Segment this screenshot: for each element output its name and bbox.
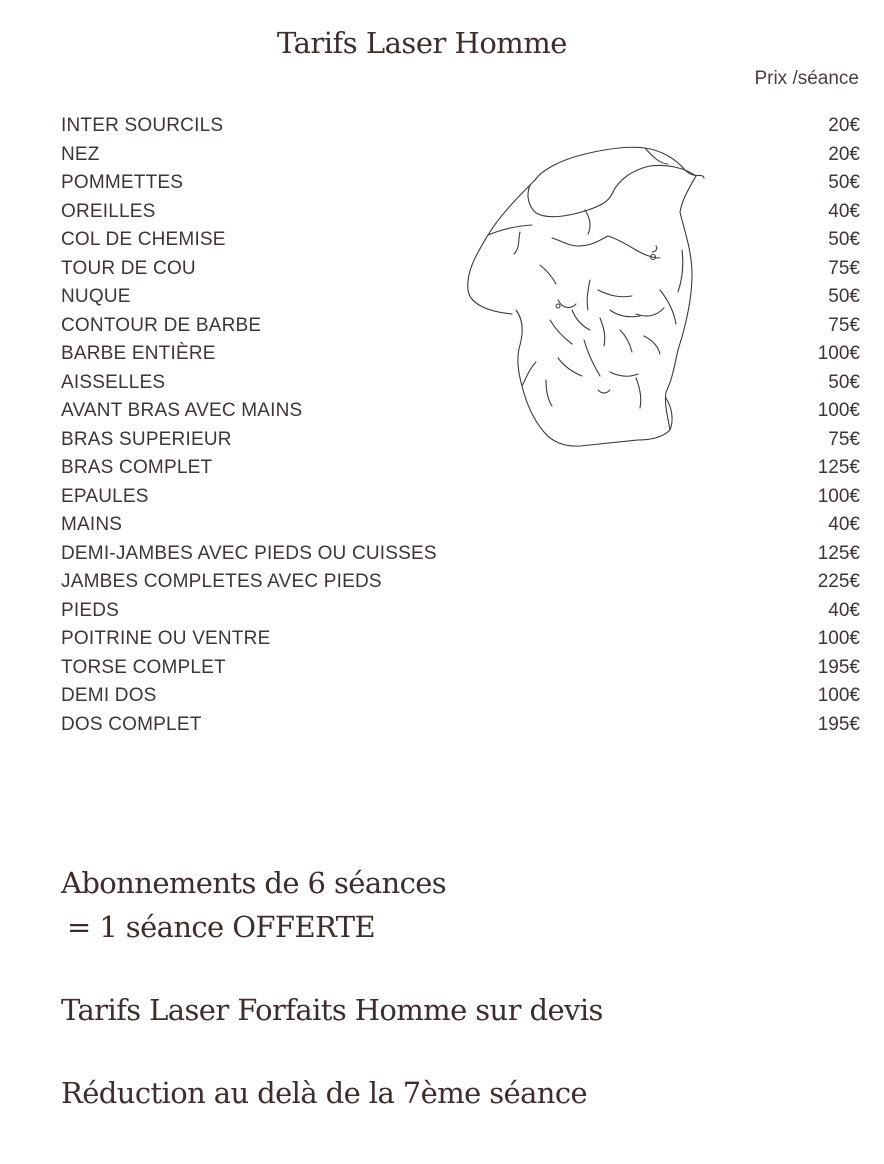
price-row-label: EPAULES: [61, 485, 149, 507]
price-row-label: TORSE COMPLET: [61, 656, 226, 678]
price-row: [61, 654, 860, 683]
price-row: [61, 682, 860, 711]
price-row-label: CONTOUR DE BARBE: [61, 314, 262, 336]
price-row-value: 125€: [817, 542, 860, 564]
price-row-value: 100€: [817, 343, 860, 365]
price-row: [61, 112, 860, 141]
price-row-label: AISSELLES: [61, 371, 166, 393]
price-row-label: NEZ: [61, 143, 100, 165]
price-row-value: 100€: [817, 685, 860, 707]
price-row: [61, 625, 860, 654]
price-row-label: JAMBES COMPLETES AVEC PIEDS: [61, 571, 382, 593]
price-row-label: OREILLES: [61, 200, 156, 222]
price-row-value: 40€: [828, 200, 860, 222]
price-row-label: COL DE CHEMISE: [61, 229, 226, 251]
price-row-label: BRAS SUPERIEUR: [61, 428, 232, 450]
subscription-title: Abonnements de 6 séances: [61, 866, 447, 900]
price-row-value: 20€: [828, 143, 860, 165]
price-row: [61, 483, 860, 512]
price-row-value: 100€: [817, 628, 860, 650]
price-row-value: 75€: [828, 314, 860, 336]
price-row-value: 20€: [828, 115, 860, 137]
price-row-value: 75€: [828, 428, 860, 450]
price-row-label: MAINS: [61, 514, 123, 536]
price-row-value: 75€: [828, 257, 860, 279]
price-row-value: 195€: [817, 656, 860, 678]
price-column-header: Prix /séance: [754, 68, 859, 89]
male-torso-icon: [460, 140, 710, 455]
subscription-offer: = 1 séance OFFERTE: [67, 910, 376, 944]
price-row-value: 100€: [817, 400, 860, 422]
price-row-value: 50€: [828, 172, 860, 194]
price-row-value: 40€: [828, 514, 860, 536]
price-row-value: 100€: [817, 485, 860, 507]
reduction-text: Réduction au delà de la 7ème séance: [61, 1076, 588, 1110]
price-row-label: INTER SOURCILS: [61, 115, 224, 137]
price-row-value: 225€: [817, 571, 860, 593]
forfaits-text: Tarifs Laser Forfaits Homme sur devis: [61, 993, 603, 1027]
price-row-label: TOUR DE COU: [61, 257, 196, 279]
price-row: [61, 511, 860, 540]
price-row-value: 50€: [828, 229, 860, 251]
price-row-value: 50€: [828, 286, 860, 308]
price-row-label: AVANT BRAS AVEC MAINS: [61, 400, 303, 422]
price-row-label: NUQUE: [61, 286, 131, 308]
price-row: [61, 454, 860, 483]
price-row-label: PIEDS: [61, 599, 120, 621]
page-title: Tarifs Laser Homme: [277, 26, 567, 60]
price-row: [61, 540, 860, 569]
price-row-label: POITRINE OU VENTRE: [61, 628, 271, 650]
price-row: [61, 711, 860, 740]
price-row-value: 125€: [817, 457, 860, 479]
price-row-label: POMMETTES: [61, 172, 184, 194]
price-row-label: DEMI DOS: [61, 685, 157, 707]
price-row-value: 50€: [828, 371, 860, 393]
price-row: [61, 597, 860, 626]
price-row-label: BARBE ENTIÈRE: [61, 343, 216, 365]
price-row-value: 40€: [828, 599, 860, 621]
price-row-label: BRAS COMPLET: [61, 457, 213, 479]
price-row-value: 195€: [817, 713, 860, 735]
price-row-label: DOS COMPLET: [61, 713, 202, 735]
price-row: [61, 568, 860, 597]
price-row-label: DEMI-JAMBES AVEC PIEDS OU CUISSES: [61, 542, 437, 564]
